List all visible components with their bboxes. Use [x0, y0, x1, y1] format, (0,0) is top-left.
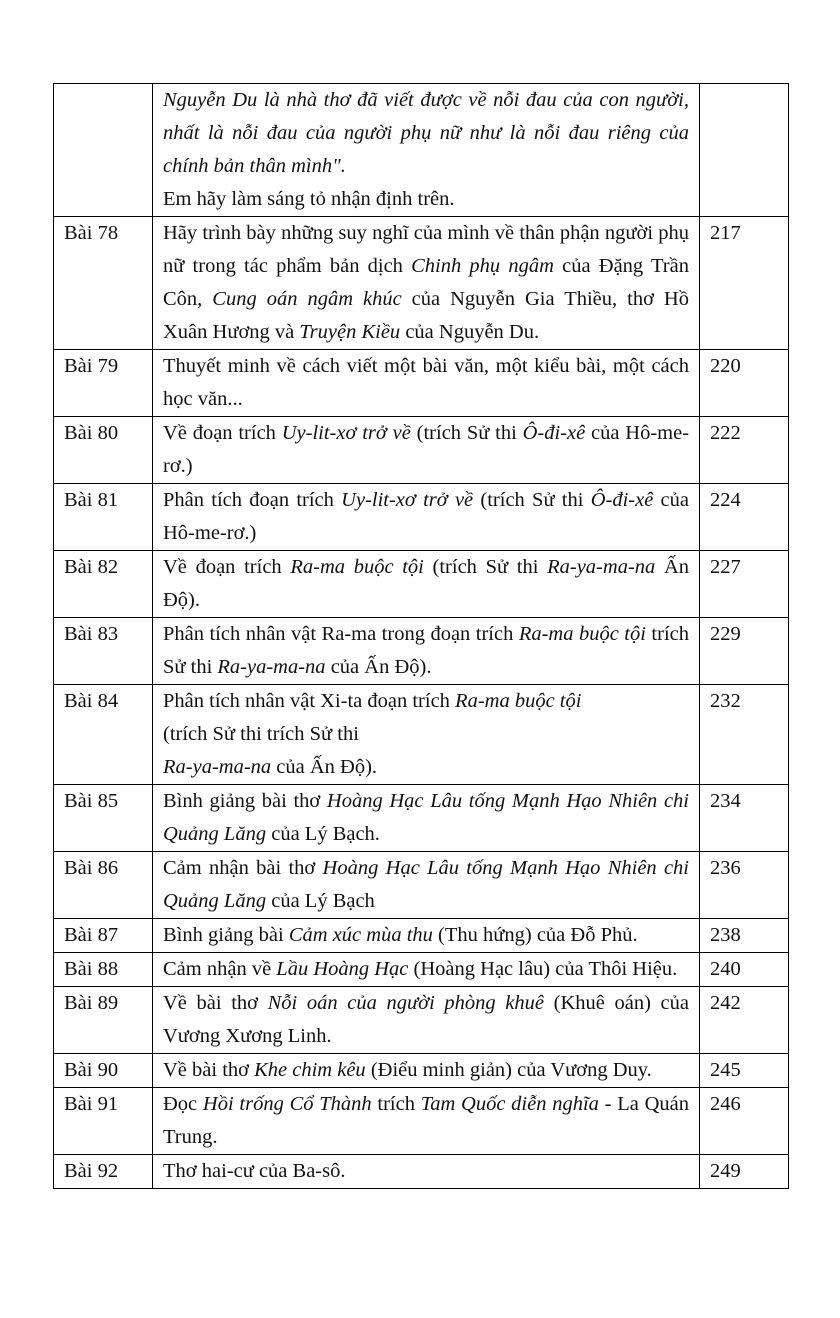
text-segment: trích Sử thi — [163, 623, 689, 678]
lesson-title — [153, 551, 700, 618]
lesson-number: Bài 81 — [54, 484, 153, 551]
italic-title-segment: Ra-ya-ma-na — [217, 656, 326, 678]
page-number: 220 — [700, 350, 789, 417]
lesson-number: Bài 80 — [54, 417, 153, 484]
text-segment: của Lý Bạch — [266, 890, 375, 912]
toc-body — [54, 84, 789, 1189]
italic-title-segment: Ra-ma buộc tội — [455, 690, 582, 712]
text-segment: (Thu hứng) của Đỗ Phủ. — [432, 924, 638, 946]
lesson-title — [153, 1054, 700, 1088]
table-row — [54, 785, 789, 852]
table-row — [54, 1155, 789, 1189]
text-segment: Ấn Độ). — [163, 556, 689, 611]
italic-title-segment: Nguyễn Du là nhà thơ đã viết được về nỗi đau của con người, nhất là nỗi đau của người phụ nữ như là nỗi đau riêng của chính bản thân mình". — [163, 89, 689, 177]
lesson-number: Bài 91 — [54, 1088, 153, 1155]
text-segment: Phân tích nhân vật Ra-ma trong đoạn trích — [163, 623, 519, 645]
text-segment: Phân tích nhân vật Xi-ta đoạn trích — [163, 690, 456, 712]
table-row — [54, 551, 789, 618]
text-segment: Hãy trình bày những suy nghĩ của mình về thân phận người phụ nữ trong tác phẩm bản dịch — [163, 222, 689, 277]
text-segment: của Nguyễn Gia Thiều, thơ Hồ Xuân Hương và — [163, 288, 689, 343]
lesson-title — [153, 618, 700, 685]
italic-title-segment: Ra-ma buộc tội — [290, 556, 424, 578]
table-row — [54, 852, 789, 919]
page-number: 246 — [700, 1088, 789, 1155]
text-segment: Về bài thơ — [163, 1059, 255, 1081]
lesson-number — [54, 84, 153, 217]
lesson-number: Bài 85 — [54, 785, 153, 852]
page-number: 234 — [700, 785, 789, 852]
table-row — [54, 1088, 789, 1155]
lesson-number: Bài 88 — [54, 953, 153, 987]
text-segment: (Hoàng Hạc lâu) của Thôi Hiệu. — [408, 958, 678, 980]
lesson-title — [153, 685, 700, 785]
table-row — [54, 84, 789, 217]
lesson-title — [153, 919, 700, 953]
lesson-title — [153, 84, 700, 217]
table-row — [54, 618, 789, 685]
lesson-number: Bài 90 — [54, 1054, 153, 1088]
italic-title-segment: Cảm xúc mùa thu — [288, 924, 433, 946]
italic-title-segment: Cung oán ngâm khúc — [212, 288, 402, 310]
text-segment: (Khuê oán) của Vương Xương Linh. — [163, 992, 690, 1047]
table-row — [54, 987, 789, 1054]
page-number — [700, 84, 789, 217]
lesson-title — [153, 953, 700, 987]
italic-title-segment: Truyện Kiều — [299, 321, 401, 343]
italic-title-segment: Nỗi oán của người phòng khuê — [267, 992, 545, 1014]
text-segment: - La Quán Trung. — [163, 1093, 689, 1148]
text-segment: trích — [371, 1093, 421, 1115]
page-number: 240 — [700, 953, 789, 987]
lesson-title — [153, 350, 700, 417]
lesson-title — [153, 1088, 700, 1155]
lesson-number: Bài 83 — [54, 618, 153, 685]
text-segment: Đọc — [163, 1093, 203, 1115]
lesson-title — [153, 417, 700, 484]
text-segment: (trích Sử thi — [473, 489, 591, 511]
table-of-contents — [53, 83, 789, 1189]
italic-title-segment: Uy-lit-xơ trở về — [341, 489, 474, 511]
page-number: 238 — [700, 919, 789, 953]
page-number: 249 — [700, 1155, 789, 1189]
lesson-title — [153, 1155, 700, 1189]
italic-title-segment: Chinh phụ ngâm — [411, 255, 554, 277]
page-number: 227 — [700, 551, 789, 618]
lesson-number: Bài 86 — [54, 852, 153, 919]
text-segment: Thuyết minh về cách viết một bài văn, một kiểu bài, một cách học văn... — [163, 355, 689, 410]
italic-title-segment: Hồi trống Cổ Thành — [202, 1093, 372, 1115]
text-segment: Phân tích đoạn trích — [163, 489, 342, 511]
lesson-number: Bài 89 — [54, 987, 153, 1054]
italic-title-segment: Hoàng Hạc Lâu tống Mạnh Hạo Nhiên chi Quảng Lăng — [163, 857, 689, 912]
page-number: 242 — [700, 987, 789, 1054]
text-segment: (trích Sử thi trích Sử thi — [163, 723, 359, 745]
text-segment: của Ấn Độ). — [271, 756, 378, 778]
lesson-number: Bài 82 — [54, 551, 153, 618]
italic-title-segment: Ô-đi-xê — [590, 489, 654, 511]
lesson-title — [153, 217, 700, 350]
table-row — [54, 953, 789, 987]
table-row — [54, 484, 789, 551]
italic-title-segment: Tam Quốc diễn nghĩa — [420, 1093, 599, 1115]
page-number: 245 — [700, 1054, 789, 1088]
page-number: 224 — [700, 484, 789, 551]
table-row — [54, 350, 789, 417]
table-row — [54, 417, 789, 484]
text-segment: Về đoạn trích — [163, 556, 291, 578]
text-segment: (trích Sử thi — [410, 422, 523, 444]
lesson-title — [153, 852, 700, 919]
text-segment: Bình giảng bài thơ — [163, 790, 327, 812]
text-segment: Cảm nhận bài thơ — [163, 857, 323, 879]
text-segment: (trích Sử thi — [423, 556, 548, 578]
text-segment: của Nguyễn Du. — [400, 321, 540, 343]
text-segment: Cảm nhận về — [163, 958, 277, 980]
italic-title-segment: Hoàng Hạc Lâu tống Mạnh Hạo Nhiên chi Quảng Lăng — [163, 790, 689, 845]
text-segment: của Hô-me-rơ.) — [163, 422, 690, 477]
lesson-title — [153, 484, 700, 551]
italic-title-segment: Khe chim kêu — [254, 1059, 366, 1081]
table-row — [54, 919, 789, 953]
page-number: 217 — [700, 217, 789, 350]
italic-title-segment: Ô-đi-xê — [522, 422, 586, 444]
italic-title-segment: Ra-ya-ma-na — [547, 556, 656, 578]
text-segment: của Đặng Trần Côn, — [163, 255, 689, 310]
table-row — [54, 217, 789, 350]
text-segment: Em hãy làm sáng tỏ nhận định trên. — [163, 188, 455, 210]
italic-title-segment: Uy-lit-xơ trở về — [281, 422, 411, 444]
lesson-title — [153, 987, 700, 1054]
lesson-number: Bài 79 — [54, 350, 153, 417]
italic-title-segment: Lầu Hoàng Hạc — [276, 958, 409, 980]
text-segment: (Điểu minh giản) của Vương Duy. — [365, 1059, 652, 1081]
table-row — [54, 685, 789, 785]
text-segment: Về đoạn trích — [163, 422, 282, 444]
text-segment: Thơ hai-cư của Ba-sô. — [163, 1160, 346, 1182]
italic-title-segment: Ra-ya-ma-na — [163, 756, 272, 778]
italic-title-segment: Ra-ma buộc tội — [518, 623, 646, 645]
text-segment: của Lý Bạch. — [266, 823, 380, 845]
table-row — [54, 1054, 789, 1088]
lesson-number: Bài 92 — [54, 1155, 153, 1189]
page-number: 232 — [700, 685, 789, 785]
lesson-title — [153, 785, 700, 852]
text-segment: của Ấn Độ). — [325, 656, 432, 678]
page-number: 229 — [700, 618, 789, 685]
text-segment: của Hô-me-rơ.) — [163, 489, 690, 544]
lesson-number: Bài 87 — [54, 919, 153, 953]
page-number: 236 — [700, 852, 789, 919]
page-number: 222 — [700, 417, 789, 484]
lesson-number: Bài 78 — [54, 217, 153, 350]
text-segment: Về bài thơ — [163, 992, 268, 1014]
text-segment: Bình giảng bài — [163, 924, 289, 946]
lesson-number: Bài 84 — [54, 685, 153, 785]
